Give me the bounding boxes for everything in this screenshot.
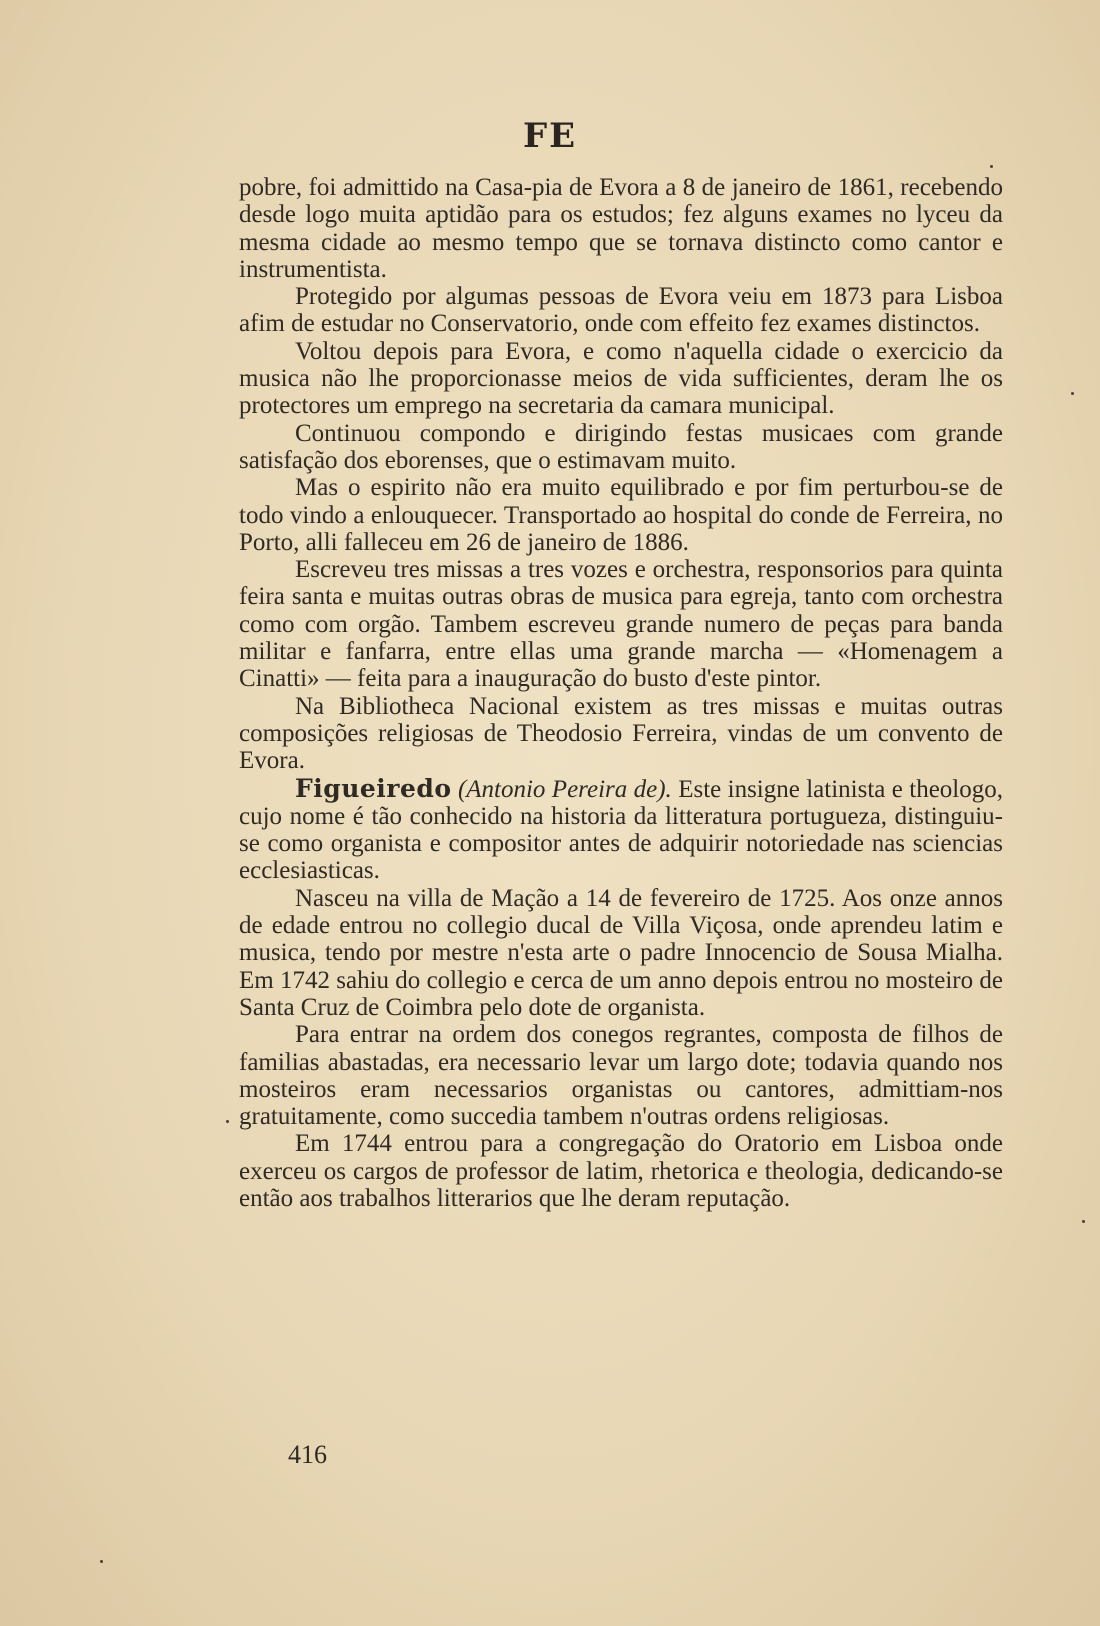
paper-speck: [100, 1560, 103, 1563]
page-number: 416: [288, 1440, 327, 1469]
entry-headword: Figueiredo: [295, 773, 452, 803]
paragraph: Protegido por algumas pessoas de Evora veiu em 1873 para Lisboa afim de estudar no Conservatorio, onde com effeito fez exames distinctos.: [239, 283, 1003, 338]
entry-text: Este insigne latinista e theologo, cujo nome é tão conhecido na historia da litteratura portugueza, distinguiu-se como organista e compositor antes de adquirir notoriedade nas sciencias ecclesiasticas.: [239, 775, 1003, 885]
paragraph-continuation: pobre, foi admittido na Casa-pia de Evora a 8 de janeiro de 1861, recebendo desde logo muita aptidão para os estudos; fez alguns exames no lyceu da mesma cidade ao mesmo tempo que se tornava distincto como cantor e instrumentista.: [239, 174, 1003, 283]
paper-speck: [1071, 392, 1074, 395]
entry-name: (Antonio Pereira de).: [457, 775, 672, 803]
paragraph: Voltou depois para Evora, e como n'aquella cidade o exercicio da musica não lhe proporcionasse meios de vida sufficientes, deram lhe os protectores um emprego na secretaria da camara municipal.: [239, 337, 1003, 420]
entry-paragraph: [239, 775, 1003, 885]
paragraph: Em 1744 entrou para a congregação do Oratorio em Lisboa onde exerceu os cargos de professor de latim, rhetorica e theologia, dedicando-se então aos trabalhos litterarios que lhe deram reputação.: [239, 1130, 1003, 1212]
paragraph: Nasceu na villa de Mação a 14 de fevereiro de 1725. Aos onze annos de edade entrou no collegio ducal de Villa Viçosa, onde aprendeu latim e musica, tendo por mestre n'esta arte o padre Innocencio de Sousa Mialha. Em 1742 sahiu do collegio e cerca de um anno depois entrou no mosteiro de Santa Cruz de Coimbra pelo dote de organista.: [239, 884, 1003, 1021]
running-head: FE: [522, 116, 578, 156]
paper-speck: [226, 1120, 229, 1123]
paragraph: Continuou compondo e dirigindo festas musicaes com grande satisfação dos eborenses, que o estimavam muito.: [239, 419, 1003, 474]
paragraph: Para entrar na ordem dos conegos regrantes, composta de filhos de familias abastadas, era necessario levar um largo dote; todavia quando nos mosteiros eram necessarios organistas ou cantores, admittiam-nos gratuitamente, como succedia tambem n'outras ordens religiosas.: [239, 1021, 1003, 1131]
paper-speck: [1082, 1220, 1085, 1223]
body-text: [239, 174, 1003, 1212]
paragraph: Mas o espirito não era muito equilibrado e por fim perturbou-se de todo vindo a enlouquecer. Transportado ao hospital do conde de Ferreira, no Porto, alli falleceu em 26 de janeiro de 1886.: [239, 474, 1003, 556]
paragraph: Na Bibliotheca Nacional existem as tres missas e muitas outras composições religiosas de Theodosio Ferreira, vindas de um convento de Evora.: [239, 692, 1003, 775]
paragraph: Escreveu tres missas a tres vozes e orchestra, responsorios para quinta feira santa e muitas outras obras de musica para egreja, tanto com orchestra como com orgão. Tambem escreveu grande numero de peças para banda militar e fanfarra, entre ellas uma grande marcha — «Homenagem a Cinatti» — feita para a inauguração do busto d'este pintor.: [239, 556, 1003, 693]
paper-speck: [990, 165, 993, 168]
